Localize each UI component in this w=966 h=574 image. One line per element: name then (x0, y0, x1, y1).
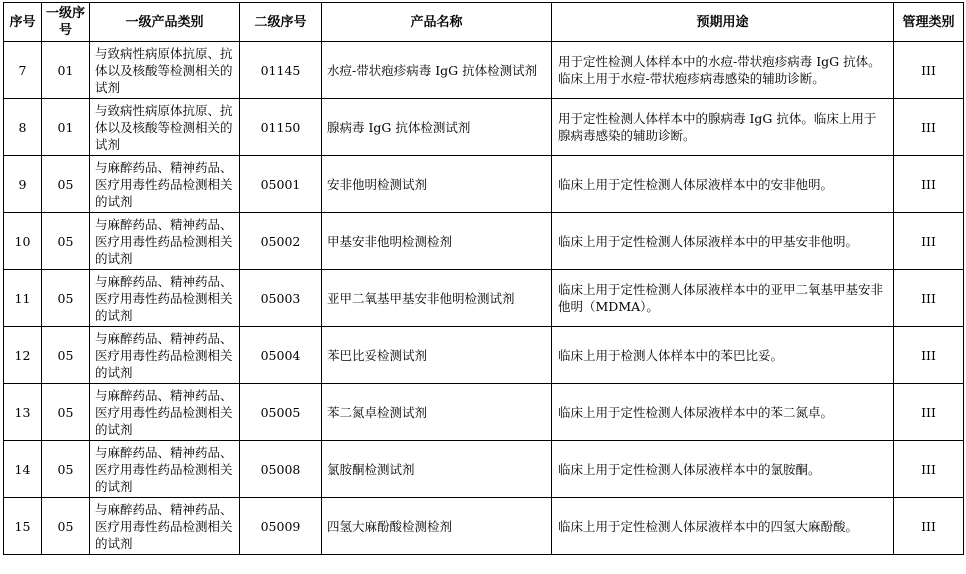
table-row (4, 441, 964, 498)
cell-category: 与麻醉药品、精神药品、医疗用毒性药品检测相关的试剂 (90, 270, 240, 327)
cell-product-name: 腺病毒 IgG 抗体检测试剂 (322, 99, 552, 156)
table-row (4, 327, 964, 384)
cell-category: 与麻醉药品、精神药品、医疗用毒性药品检测相关的试剂 (90, 441, 240, 498)
cell-level1-seq: 05 (42, 270, 90, 327)
cell-seq: 12 (4, 327, 42, 384)
cell-level1-seq: 05 (42, 441, 90, 498)
cell-level2-seq: 05005 (240, 384, 322, 441)
cell-category: 与致病性病原体抗原、抗体以及核酸等检测相关的试剂 (90, 42, 240, 99)
cell-seq: 10 (4, 213, 42, 270)
cell-category: 与麻醉药品、精神药品、医疗用毒性药品检测相关的试剂 (90, 327, 240, 384)
table-row (4, 42, 964, 99)
cell-seq: 15 (4, 498, 42, 555)
cell-seq: 7 (4, 42, 42, 99)
cell-seq: 11 (4, 270, 42, 327)
cell-intended-use: 临床上用于定性检测人体尿液样本中的四氢大麻酚酸。 (552, 498, 894, 555)
header-management-class: 管理类别 (894, 3, 964, 42)
cell-management-class: III (894, 270, 964, 327)
cell-intended-use: 临床上用于定性检测人体尿液样本中的氯胺酮。 (552, 441, 894, 498)
cell-intended-use: 临床上用于检测人体样本中的苯巴比妥。 (552, 327, 894, 384)
cell-management-class: III (894, 213, 964, 270)
cell-management-class: III (894, 327, 964, 384)
cell-level2-seq: 01145 (240, 42, 322, 99)
cell-level1-seq: 05 (42, 156, 90, 213)
cell-level1-seq: 01 (42, 42, 90, 99)
cell-level1-seq: 01 (42, 99, 90, 156)
cell-level1-seq: 05 (42, 498, 90, 555)
cell-management-class: III (894, 441, 964, 498)
table-row (4, 156, 964, 213)
cell-seq: 8 (4, 99, 42, 156)
cell-intended-use: 用于定性检测人体样本中的水痘-带状疱疹病毒 IgG 抗体。临床上用于水痘-带状疱疹病毒感染的辅助诊断。 (552, 42, 894, 99)
table-row (4, 99, 964, 156)
header-intended-use: 预期用途 (552, 3, 894, 42)
cell-product-name: 苯二氮卓检测试剂 (322, 384, 552, 441)
table-row (4, 270, 964, 327)
header-level1-seq: 一级序号 (42, 3, 90, 42)
cell-product-name: 氯胺酮检测试剂 (322, 441, 552, 498)
cell-intended-use: 用于定性检测人体样本中的腺病毒 IgG 抗体。临床上用于腺病毒感染的辅助诊断。 (552, 99, 894, 156)
cell-intended-use: 临床上用于定性检测人体尿液样本中的安非他明。 (552, 156, 894, 213)
cell-level2-seq: 05004 (240, 327, 322, 384)
cell-seq: 13 (4, 384, 42, 441)
cell-intended-use: 临床上用于定性检测人体尿液样本中的甲基安非他明。 (552, 213, 894, 270)
cell-category: 与麻醉药品、精神药品、医疗用毒性药品检测相关的试剂 (90, 384, 240, 441)
cell-product-name: 亚甲二氧基甲基安非他明检测试剂 (322, 270, 552, 327)
header-level2-seq: 二级序号 (240, 3, 322, 42)
cell-level2-seq: 05002 (240, 213, 322, 270)
table-header-row (4, 3, 964, 42)
cell-seq: 9 (4, 156, 42, 213)
cell-category: 与麻醉药品、精神药品、医疗用毒性药品检测相关的试剂 (90, 156, 240, 213)
cell-level1-seq: 05 (42, 327, 90, 384)
table-row (4, 384, 964, 441)
cell-category: 与麻醉药品、精神药品、医疗用毒性药品检测相关的试剂 (90, 213, 240, 270)
cell-category: 与致病性病原体抗原、抗体以及核酸等检测相关的试剂 (90, 99, 240, 156)
cell-seq: 14 (4, 441, 42, 498)
cell-level2-seq: 05009 (240, 498, 322, 555)
cell-intended-use: 临床上用于定性检测人体尿液样本中的苯二氮卓。 (552, 384, 894, 441)
cell-level2-seq: 05001 (240, 156, 322, 213)
cell-product-name: 水痘-带状疱疹病毒 IgG 抗体检测试剂 (322, 42, 552, 99)
header-level1-category: 一级产品类别 (90, 3, 240, 42)
cell-level1-seq: 05 (42, 384, 90, 441)
header-product-name: 产品名称 (322, 3, 552, 42)
cell-level1-seq: 05 (42, 213, 90, 270)
cell-management-class: III (894, 99, 964, 156)
cell-product-name: 苯巴比妥检测试剂 (322, 327, 552, 384)
cell-level2-seq: 05008 (240, 441, 322, 498)
cell-management-class: III (894, 498, 964, 555)
cell-product-name: 甲基安非他明检测检剂 (322, 213, 552, 270)
table-row (4, 213, 964, 270)
cell-management-class: III (894, 156, 964, 213)
cell-intended-use: 临床上用于定性检测人体尿液样本中的亚甲二氧基甲基安非他明（MDMA）。 (552, 270, 894, 327)
cell-product-name: 四氢大麻酚酸检测检剂 (322, 498, 552, 555)
product-table (3, 2, 964, 555)
cell-level2-seq: 01150 (240, 99, 322, 156)
table-row (4, 498, 964, 555)
cell-management-class: III (894, 384, 964, 441)
header-seq: 序号 (4, 3, 42, 42)
cell-category: 与麻醉药品、精神药品、医疗用毒性药品检测相关的试剂 (90, 498, 240, 555)
cell-management-class: III (894, 42, 964, 99)
cell-level2-seq: 05003 (240, 270, 322, 327)
cell-product-name: 安非他明检测试剂 (322, 156, 552, 213)
